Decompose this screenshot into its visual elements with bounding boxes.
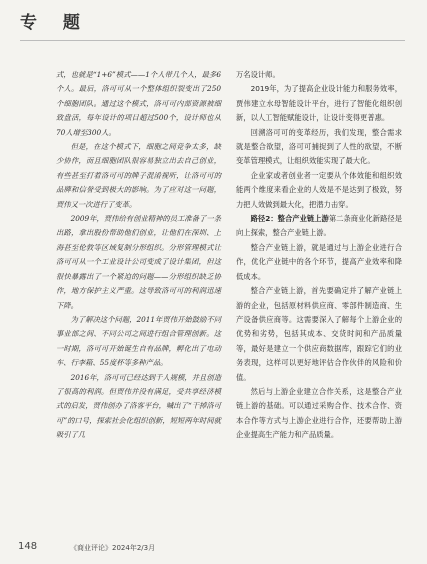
left-paragraph-2: 但是，在这个模式下，细胞之间竞争太多，缺少协作，而且细胞团队很容易独立出去自己创业，有些甚至打着洛可可的牌子混淆视听，让洛可可的品牌和信誉受到极大的影响。为了应对这一问题，贾伟又一次进行了变革。	[56, 142, 221, 209]
right-paragraph-1: 万名设计师。	[236, 70, 280, 79]
publication-source: 《商业评论》2024年2/3月	[70, 544, 156, 552]
left-paragraph-1: 式，也就是“1+6”模式——1个人带几个人，最多6个人。最后，洛可可从一个整体组织裂变出了250个细胞团队。通过这个模式，洛可可内部资源被细致盘活，每年设计的项目超过500个，设计师也从70人增至300人。	[56, 70, 221, 137]
section-heading-bold: 路径2：整合产业链上游	[250, 214, 329, 224]
left-paragraph-5: 2016年，洛可可已经达到千人规模，并且创造了很高的利润。但贾伟并没有满足，受共享经济模式的启发，贾伟创办了洛客平台，喊出了“干掉洛可可”的口号，探索社会化组织创新，短短两年时间就吸引了几	[56, 372, 221, 440]
right-paragraph-3: 回溯洛可可的变革经历，我们发现，整合需求就是整合欲望，洛可可捕捉到了人性的欲望，不断变革管理模式，让组织效能实现了最大化。	[236, 127, 402, 166]
right-column	[236, 68, 402, 443]
right-paragraph-7: 然后与上游企业建立合作关系，这是整合产业链上游的基础。可以通过采购合作、技术合作、资本合作等方式与上游企业进行合作，还要帮助上游企业提高生产能力和产品质量。	[236, 386, 402, 440]
left-paragraph-4: 为了解决这个问题，2011年贾伟开始鼓励不同事业部之间、不同公司之间进行组合管理创新。这一时期，洛可可开始诞生自有品牌，孵化出了电动车、行李箱、55度杯等多种产品。	[56, 314, 221, 368]
page-number: 148	[18, 541, 38, 552]
section-title: 专 题	[20, 13, 90, 33]
header-divider	[20, 40, 405, 41]
left-paragraph-3: 2009年，贾伟给有创业精神的员工准备了一条出路，拿出股份帮助他们创业，让他们在深圳、上海甚至伦敦等区域复制分形组织。分形管理模式让洛可可从一个工业设计公司变成了设计集团，但这很快暴露出了一个紧迫的问题——分形组织缺乏协作，地方保护主义严重。这导致洛可可的利润迅速下降。	[56, 214, 221, 310]
section-heading-rest: 第二条商业化新路径是向上探索，整合产业链上游。	[236, 214, 403, 238]
right-paragraph-6: 整合产业链上游，首先要确定并了解产业链上游的企业，包括原材料供应商、零部件制造商、生产设备供应商等。这需要深入了解每个上游企业的优势和劣势，包括其成本、交货时间和产品质量等，最好是建立一个供应商数据库，跟踪它们的业务表现，这样可以更好地评估合作伙伴的风险和价值。	[236, 286, 402, 382]
right-paragraph-4: 企业家或者创业者一定要从个体效能和组织效能两个维度来看企业的人效是不是达到了极致，努力把人效做到最大化，把潜力击穿。	[236, 170, 402, 209]
left-column	[56, 68, 221, 443]
section-heading	[236, 212, 402, 241]
right-paragraph-2: 2019年，为了提高企业设计能力和服务效率，贾伟建立水母智能设计平台，进行了智能化组织创新，以人工智能赋能设计，让设计变得更普惠。	[236, 84, 402, 123]
right-paragraph-5: 整合产业链上游，就是通过与上游企业进行合作，优化产业链中的各个环节，提高产业效率和降低成本。	[236, 242, 402, 281]
